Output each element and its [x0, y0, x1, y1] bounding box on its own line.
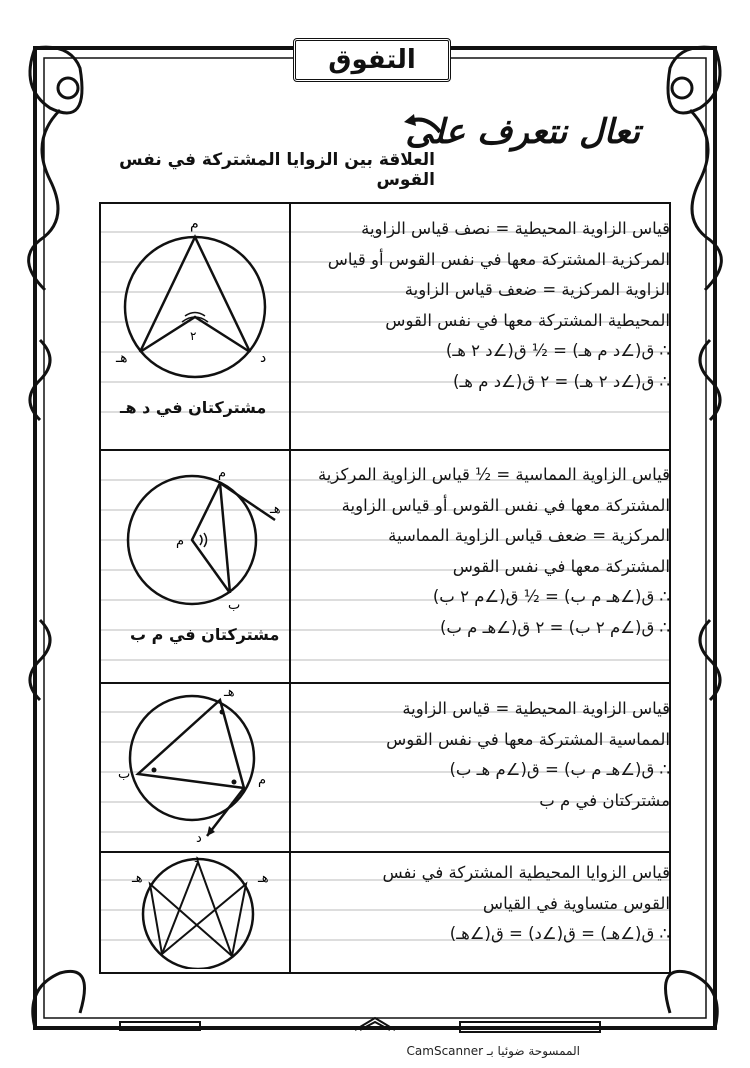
point-label: د [260, 350, 267, 366]
row-2-line: المشتركة معها في نفس القوس أو قياس الزاوية [341, 495, 670, 515]
row-1-line: الزاوية المركزية = ضعف قياس الزاوية [404, 280, 670, 299]
point-label: د [194, 854, 200, 865]
point-label: هـ [116, 350, 128, 366]
row-4-line: القوس متساوية في القياس [482, 893, 670, 913]
row-1-line: ∴ ق(∠د ٢ هـ) = ٢ ق(∠د م هـ) [453, 371, 670, 391]
row-4-line: ∴ ق(∠هـ) = ق(∠د) = ق(∠هـ) [449, 924, 670, 943]
point-label: ب [228, 598, 241, 613]
section-subheading: العلاقة بين الزوايا المشتركة في نفس القوس [119, 150, 435, 190]
point-label: هـ [270, 502, 281, 517]
tangent-central-angle-diagram [110, 465, 288, 615]
point-label: هـ [258, 871, 269, 886]
row-1-line: المركزية المشتركة معها في نفس القوس أو قياس [327, 249, 670, 269]
row-3-text [296, 694, 670, 816]
row-2-line: ∴ ق(∠م ٢ ب) = ٢ ق(∠هـ م ب) [439, 617, 670, 637]
row-2-text [296, 460, 670, 643]
inscribed-tangent-angle-diagram [112, 686, 282, 846]
row-2-line: المركزية = ضعف قياس الزاوية المماسية [388, 526, 670, 545]
page-title: التفوق [293, 38, 451, 82]
section-heading: تعال نتعرف على [405, 112, 640, 152]
row-1-text [296, 214, 670, 397]
point-label: هـ [224, 686, 235, 700]
row-2-figure-label: مشتركتان في م ب [130, 625, 280, 644]
point-label: ب [118, 767, 131, 782]
row-2-line: ∴ ق(∠هـ م ب) = ½ ق(∠م ٢ ب) [432, 587, 670, 606]
row-1-figure-label: مشتركتان في د هـ [120, 398, 267, 417]
inscribed-central-angle-diagram [110, 212, 280, 387]
row-2-line: قياس الزاوية المماسية = ½ قياس الزاوية المركزية [317, 465, 670, 484]
row-3-line: المماسية المشتركة معها في نفس القوس [386, 729, 670, 749]
point-label: ٢ [190, 329, 197, 343]
row-4-line: قياس الزوايا المحيطية المشتركة في نفس [382, 863, 670, 882]
row-2-line: المشتركة معها في نفس القوس [452, 556, 670, 576]
point-label: هـ [132, 871, 143, 886]
row-3-line: ∴ ق(∠هـ م ب) = ق(∠م هـ ب) [449, 760, 670, 779]
row-3-line: مشتركتان في م ب [539, 790, 670, 810]
row-1-line: المحيطية المشتركة معها في نفس القوس [385, 310, 670, 330]
point-label: م [218, 466, 227, 481]
point-label: م [176, 534, 185, 549]
row-1-line: قياس الزاوية المحيطية = نصف قياس الزاوية [361, 219, 670, 238]
row-3-line: قياس الزاوية المحيطية = قياس الزاوية [402, 699, 670, 718]
row-1-line: ∴ ق(∠د م هـ) = ½ ق(∠د ٢ هـ) [445, 341, 670, 360]
point-label: د [196, 831, 202, 846]
scanner-watermark: الممسوحة ضوئيا بـ CamScanner [406, 1044, 580, 1058]
point-label: م [258, 773, 267, 788]
equal-inscribed-angles-diagram [112, 854, 284, 969]
row-4-text [296, 858, 670, 950]
point-label: م [190, 216, 199, 232]
